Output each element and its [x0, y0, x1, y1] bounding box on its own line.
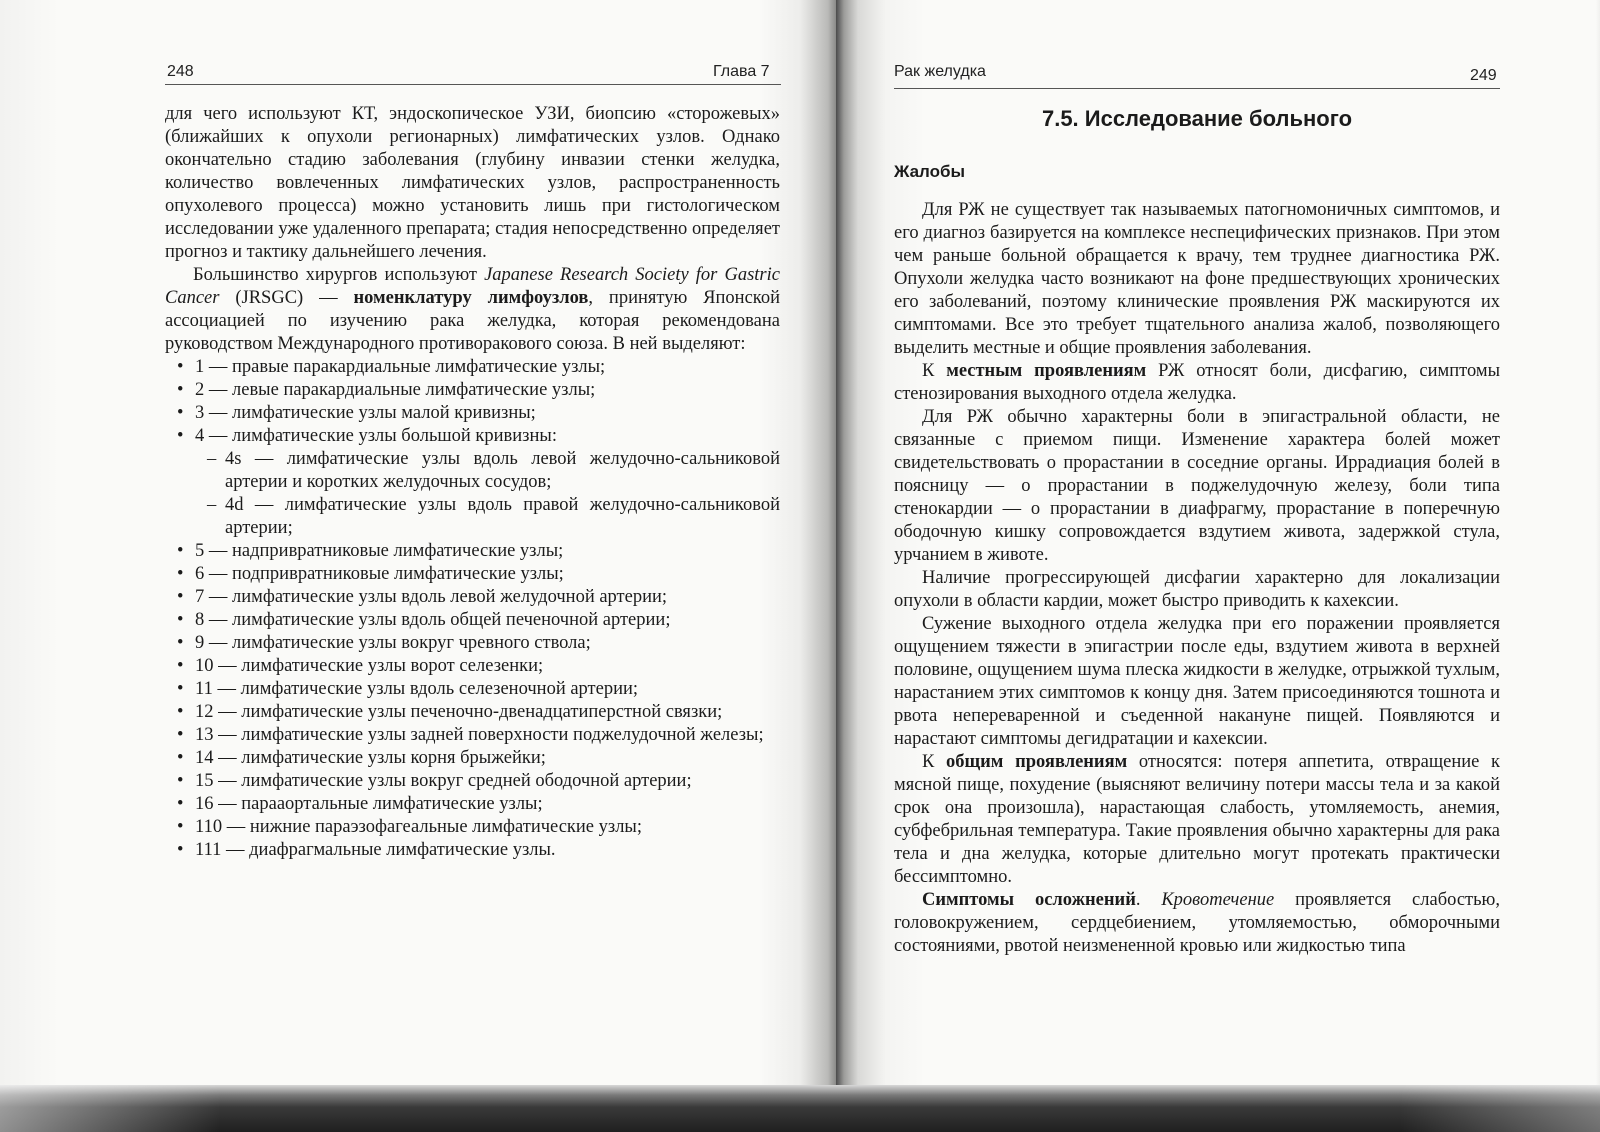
left-page-number: 248: [167, 63, 194, 80]
paragraph: Сужение выходного отдела желудка при его поражении проявляется ощущением тяжести в эпигастрии после еды, вздутием живота в верхней половине, ощущением шума плеска жидкости в желудке, отрыжкой тухлым, нарастанием этих симптомов к концу дня. Затем присоединяются тошнота и рвота непереваренной и съеденной накануне пищей. Появляются и нарастают симптомы дегидратации и кахексии.: [894, 614, 1500, 749]
list-item: • 4 — лимфатические узлы большой кривизны:: [177, 426, 557, 446]
list-item: • 9 — лимфатические узлы вокруг чревного ствола;: [177, 633, 591, 653]
list-item: • 11 — лимфатические узлы вдоль селезеночной артерии;: [177, 679, 639, 699]
list-item: • 14 — лимфатические узлы корня брыжейки;: [177, 748, 546, 768]
bullet-icon: •: [177, 771, 184, 791]
intro-paragraph: для чего используют КТ, эндоскопическое УЗИ, биопсию «сторожевых» (ближайших к опухоли регионарных) лимфатических узлов. Однако окончательно стадию заболевания (глубину инвазии стенки желудка, количество вовлеченных лимфатических узлов, распространенность опухолевого процесса) можно установить лишь при гистологическом исследовании уже удаленного препарата; стадия непосредственно определяет прогноз и тактику дальнейшего лечения.: [165, 104, 780, 262]
bullet-icon: •: [177, 702, 184, 722]
bullet-icon: •: [177, 817, 184, 837]
list-item: • 10 — лимфатические узлы ворот селезенки;: [177, 656, 544, 676]
right-page: [836, 0, 1600, 1085]
paragraph: Симптомы осложнений. Кровотечение проявляется слабостью, головокружением, сердцебиением, утомляемостью, обморочными состояниями, рвотой неизмененной кровью или жидкостью типа: [894, 890, 1500, 956]
left-running-head: Глава 7: [713, 63, 770, 80]
list-item: • 3 — лимфатические узлы малой кривизны;: [177, 403, 536, 423]
list-item: • 16 — парааортальные лимфатические узлы;: [177, 794, 543, 814]
bullet-icon: •: [177, 633, 184, 653]
list-item: • 15 — лимфатические узлы вокруг средней ободочной артерии;: [177, 771, 692, 791]
bullet-icon: •: [177, 587, 184, 607]
right-page-number: 249: [1470, 67, 1497, 84]
list-item: • 7 — лимфатические узлы вдоль левой желудочной артерии;: [177, 587, 668, 607]
paragraph: Для РЖ не существует так называемых патогномоничных симптомов, и его диагноз базируется на комплексе неспецифических признаков. При этом чем раньше больной обращается к врачу, тем труднее диагностика РЖ. Опухоли желудка часто возникают на фоне предшествующих хронических его заболеваний, поэтому клинические проявления РЖ маскируются их симптомами. Все это требует тщательного анализа жалоб, позволяющего выделить местные и общие проявления заболевания.: [894, 200, 1500, 358]
local-manifestations-term: местным проявлениям: [946, 361, 1147, 381]
scanner-bottom-edge: [0, 1085, 1600, 1132]
bullet-icon: •: [177, 564, 184, 584]
bleeding-term: Кровотечение: [1161, 890, 1275, 910]
list-item: • 13 — лимфатические узлы задней поверхности поджелудочной железы;: [177, 725, 764, 745]
list-item: • 12 — лимфатические узлы печеночно-двенадцатиперстной связки;: [177, 702, 723, 722]
bullet-icon: •: [177, 357, 184, 377]
bullet-icon: •: [177, 426, 184, 446]
right-page-body: [894, 160, 1500, 958]
dash-icon: –: [207, 495, 217, 515]
section-title: 7.5. Исследование больного: [1041, 106, 1353, 131]
complications-term: Симптомы осложнений: [922, 890, 1136, 910]
list-item: • 1 — правые паракардиальные лимфатические узлы;: [177, 357, 606, 377]
paragraph: Для РЖ обычно характерны боли в эпигастральной области, не связанные с приемом пищи. Изменение характера болей может свидетельствовать о прорастании в соседние органы. Иррадиация болей в поясницу — о прорастании в поджелудочную железу, боли типа стенокардии — о прорастании в диафрагму, прорастание в поперечную ободочную кишку сопровождается вздутием живота, задержкой стула, урчанием в животе.: [894, 407, 1500, 565]
subsection-title: Жалобы: [894, 162, 966, 181]
jrsgc-name: Japanese Research Society for Gastric Cancer: [165, 265, 780, 308]
list-item: • 111 — диафрагмальные лимфатические узлы.: [177, 840, 556, 860]
list-item: • 110 — нижние параэзофагеальные лимфатические узлы;: [177, 817, 642, 837]
bullet-icon: •: [177, 403, 184, 423]
paragraph: Наличие прогрессирующей дисфагии характерно для локализации опухоли в области кардии, может быстро приводить к кахексии.: [894, 568, 1500, 611]
nomenclature-term: номенклатуру лимфоузлов: [353, 288, 589, 308]
bullet-icon: •: [177, 541, 184, 561]
bullet-icon: •: [177, 840, 184, 860]
paragraph: К местным проявлениям РЖ относят боли, дисфагию, симптомы стенозирования выходного отдела желудка.: [894, 361, 1501, 404]
list-item: • 2 — левые паракардиальные лимфатические узлы;: [177, 380, 596, 400]
general-manifestations-term: общим проявлениям: [946, 752, 1128, 772]
bullet-icon: •: [177, 748, 184, 768]
left-page-body: [165, 103, 780, 862]
nomenclature-paragraph: Большинство хирургов используют Japanese Research Society for Gastric Cancer (JRSGC) — номенклатуру лимфоузлов, принятую Японской ассоциацией по изучению рака желудка, которая рекомендована руководством Международного противоракового союза. В ней выделяют:: [165, 265, 780, 354]
paragraph: К общим проявлениям относятся: потеря аппетита, отвращение к мясной пище, похудение (выясняют величину потери массы тела и за какой срок она произошла), нарастающая слабость, утомляемость, анемия, субфебрильная температура. Такие проявления обычно характерны для рака тела и дна желудка, которые длительно могут протекать практически бессимптомно.: [894, 752, 1501, 887]
bullet-icon: •: [177, 656, 184, 676]
list-item: • 6 — подпривратниковые лимфатические узлы;: [177, 564, 564, 584]
lymph-node-list: [165, 356, 780, 448]
bullet-icon: •: [177, 610, 184, 630]
bullet-icon: •: [177, 725, 184, 745]
right-running-head: Рак желудка: [894, 63, 986, 80]
bullet-icon: •: [177, 794, 184, 814]
lymph-node-list-continued: [165, 540, 780, 862]
bullet-icon: •: [177, 380, 184, 400]
bullet-icon: •: [177, 679, 184, 699]
dash-icon: –: [207, 449, 217, 469]
sublist-item: – 4d — лимфатические узлы вдоль правой желудочно-сальниковой артерии;: [207, 495, 780, 538]
right-header-rule: [894, 88, 1500, 89]
lymph-node-sublist: [165, 448, 780, 540]
sublist-item: – 4s — лимфатические узлы вдоль левой желудочно-сальниковой артерии и коротких желудочных сосудов;: [207, 449, 780, 492]
left-header-rule: [165, 84, 781, 85]
list-item: • 8 — лимфатические узлы вдоль общей печеночной артерии;: [177, 610, 671, 630]
list-item: • 5 — надпривратниковые лимфатические узлы;: [177, 541, 564, 561]
